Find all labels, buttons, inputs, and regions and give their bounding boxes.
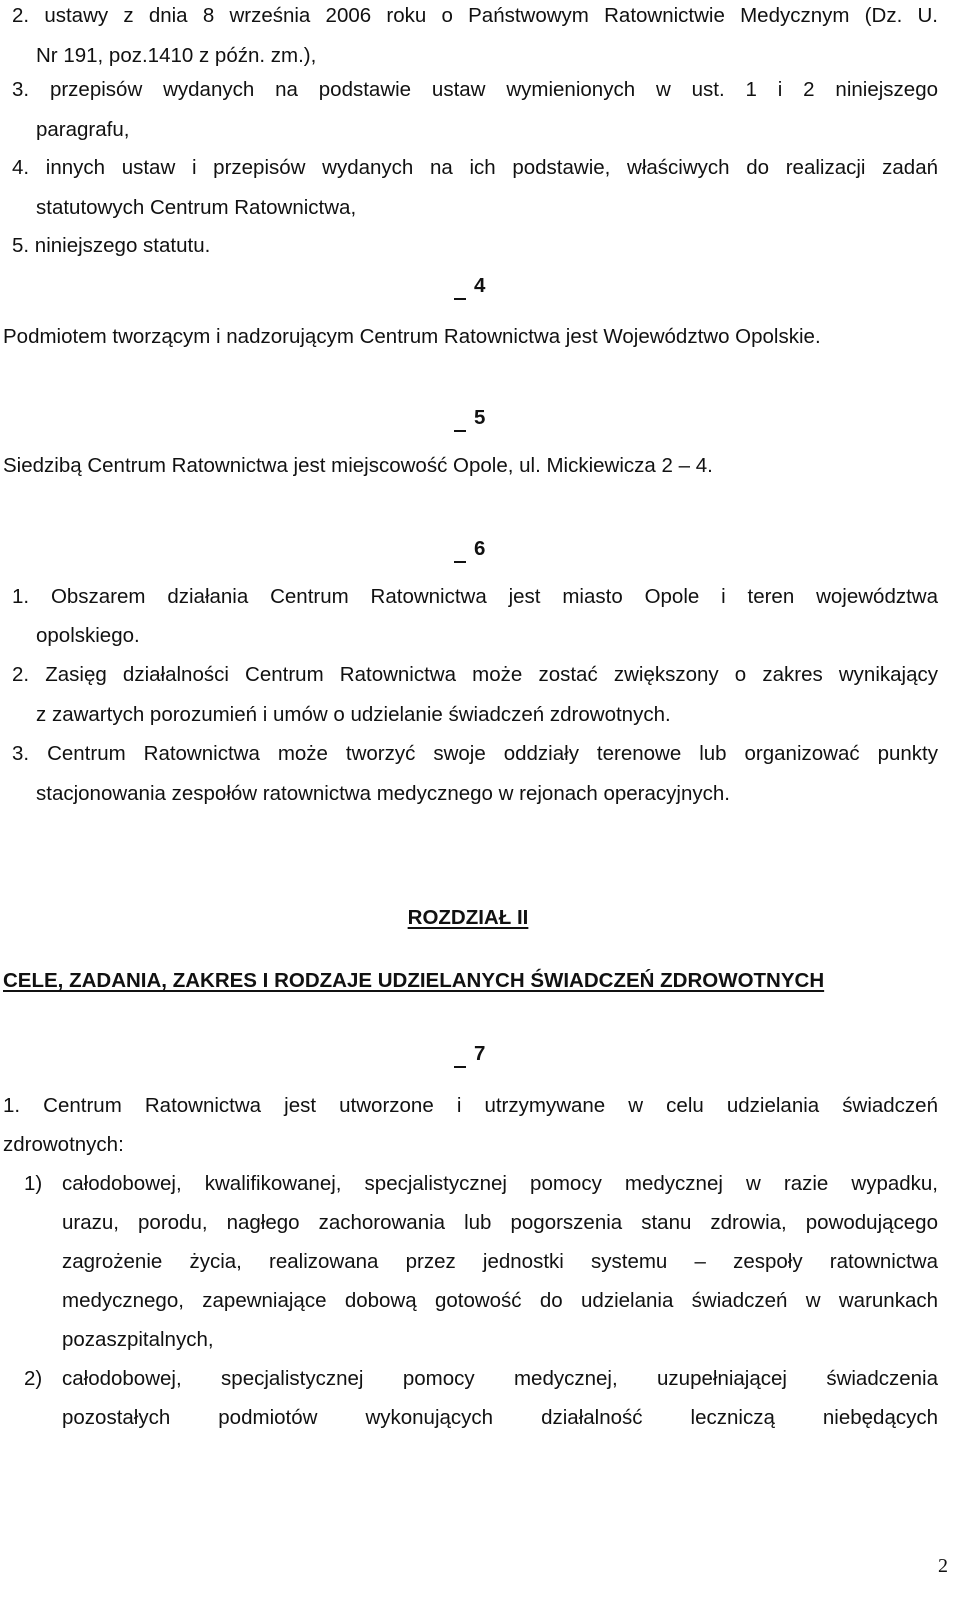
- section-7-intro-line2: zdrowotnych:: [3, 1133, 124, 1156]
- section-6-heading: [454, 537, 485, 563]
- section-4-heading: [454, 274, 485, 300]
- paragraph-sign-icon: [454, 537, 466, 563]
- paragraph-sign-icon: [454, 274, 466, 300]
- point-1-line1: całodobowej, kwalifikowanej, specjalistycznej pomocy medycznej w razie wypadku,: [62, 1172, 938, 1195]
- list-item-2-line1: 2. ustawy z dnia 8 września 2006 roku o Państwowym Ratownictwie Medycznym (Dz. U.: [12, 4, 938, 27]
- list-item-3-line1: 3. przepisów wydanych na podstawie ustaw wymienionych w ust. 1 i 2 niniejszego: [12, 78, 938, 101]
- section-7-heading: [454, 1042, 485, 1068]
- chapter-subtitle: CELE, ZADANIA, ZAKRES I RODZAJE UDZIELANYCH ŚWIADCZEŃ ZDROWOTNYCH: [3, 969, 825, 992]
- section-7-number: 7: [474, 1042, 486, 1065]
- section-5-heading: [454, 406, 485, 432]
- point-1-line4: medycznego, zapewniające dobową gotowość do udzielania świadczeń w warunkach: [62, 1289, 938, 1312]
- paragraph-sign-icon: [454, 406, 466, 432]
- list-item-3-line2: paragrafu,: [36, 118, 130, 141]
- section-6-number: 6: [474, 537, 486, 560]
- section-6-item-3-line1: 3. Centrum Ratownictwa może tworzyć swoje oddziały terenowe lub organizować punkty: [12, 742, 938, 765]
- section-6-item-2-line2: z zawartych porozumień i umów o udzielanie świadczeń zdrowotnych.: [36, 703, 671, 726]
- point-1-line2: urazu, porodu, nagłego zachorowania lub pogorszenia stanu zdrowia, powodującego: [62, 1211, 938, 1234]
- point-1-number: 1): [24, 1172, 43, 1195]
- section-6-item-3-line2: stacjonowania zespołów ratownictwa medycznego w rejonach operacyjnych.: [36, 782, 730, 805]
- point-1-line5: pozaszpitalnych,: [62, 1328, 214, 1351]
- list-item-5: 5. niniejszego statutu.: [12, 234, 211, 257]
- section-4-text: Podmiotem tworzącym i nadzorującym Centrum Ratownictwa jest Województwo Opolskie.: [3, 325, 821, 348]
- section-5-number: 5: [474, 406, 486, 429]
- point-2-line2: pozostałych podmiotów wykonujących działalność leczniczą niebędących: [62, 1406, 938, 1429]
- list-item-4-line2: statutowych Centrum Ratownictwa,: [36, 196, 357, 219]
- point-2-line1: całodobowej, specjalistycznej pomocy medycznej, uzupełniającej świadczenia: [62, 1367, 938, 1390]
- section-6-item-1-line1: 1. Obszarem działania Centrum Ratownictwa jest miasto Opole i teren województwa: [12, 585, 938, 608]
- point-1-line3: zagrożenie życia, realizowana przez jednostki systemu – zespoły ratownictwa: [62, 1250, 938, 1273]
- section-7-intro-line1: 1. Centrum Ratownictwa jest utworzone i utrzymywane w celu udzielania świadczeń: [3, 1094, 938, 1117]
- page-number: 2: [938, 1555, 948, 1577]
- section-6-item-1-line2: opolskiego.: [36, 624, 140, 647]
- point-2-number: 2): [24, 1367, 43, 1390]
- list-item-4-line1: 4. innych ustaw i przepisów wydanych na ich podstawie, właściwych do realizacji zadań: [12, 156, 938, 179]
- section-5-text: Siedzibą Centrum Ratownictwa jest miejscowość Opole, ul. Mickiewicza 2 – 4.: [3, 454, 713, 477]
- list-item-2-line2: Nr 191, poz.1410 z późn. zm.),: [36, 44, 317, 67]
- chapter-title: ROZDZIAŁ II: [407, 906, 529, 929]
- paragraph-sign-icon: [454, 1042, 466, 1068]
- section-4-number: 4: [474, 274, 486, 297]
- section-6-item-2-line1: 2. Zasięg działalności Centrum Ratownictwa może zostać zwiększony o zakres wynikający: [12, 663, 938, 686]
